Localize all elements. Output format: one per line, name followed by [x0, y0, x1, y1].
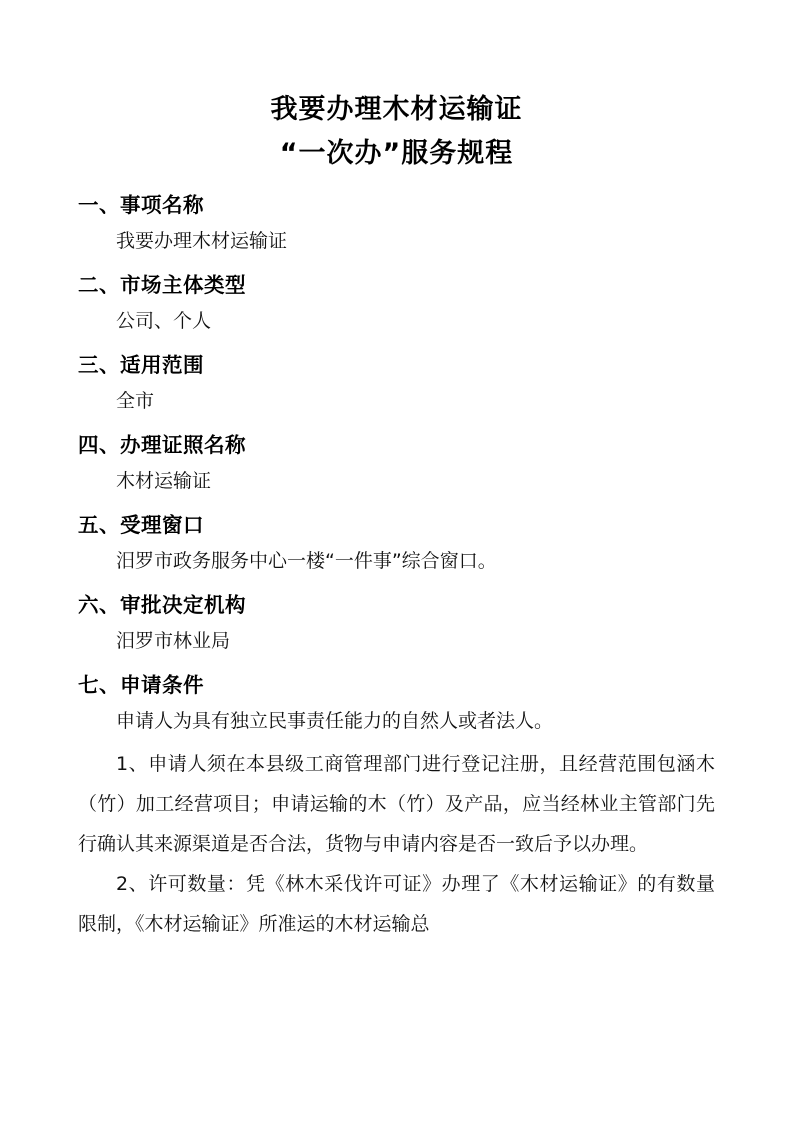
condition-paragraph-1: 1、申请人须在本县级工商管理部门进行登记注册，且经营范围包涵木（竹）加工经营项目；申请运输的木（竹）及产品，应当经林业主管部门先行确认其来源渠道是否合法，货物与申请内容是否一致后予以办理。 — [78, 753, 715, 855]
page-title-line-1: 我要办理木材运输证 — [270, 94, 523, 125]
section-body-line: 申请人为具有独立民事责任能力的自然人或者法人。 — [116, 710, 554, 732]
condition-paragraph-2: 2、许可数量：凭《林木采伐许可证》办理了《木材运输证》的有数量限制，《木材运输证》所准运的木材运输总 — [78, 873, 715, 935]
section-heading: 五、受理窗口 — [78, 513, 204, 537]
section-market-entity-type — [78, 268, 715, 338]
section-body-line: 木材运输证 — [116, 470, 212, 492]
section-heading: 一、事项名称 — [78, 193, 204, 217]
section-heading: 三、适用范围 — [78, 353, 204, 377]
section-approval-authority — [78, 588, 715, 658]
section-body-line: 汨罗市林业局 — [116, 630, 231, 652]
section-certificate-name — [78, 428, 715, 498]
section-body-line: 全市 — [116, 390, 155, 412]
section-acceptance-window — [78, 508, 715, 578]
section-scope — [78, 348, 715, 418]
page-title-line-2: “一次办”服务规程 — [279, 138, 514, 169]
page-title — [78, 88, 715, 176]
section-body-line: 汨罗市政务服务中心一楼“一件事”综合窗口。 — [116, 550, 497, 572]
section-body-line: 我要办理木材运输证 — [116, 230, 288, 252]
section-heading: 六、审批决定机构 — [78, 593, 246, 617]
section-application-conditions — [78, 668, 715, 944]
section-heading: 四、办理证照名称 — [78, 433, 246, 457]
section-body-line: 公司、个人 — [116, 310, 212, 332]
section-item-name — [78, 188, 715, 258]
section-heading: 二、市场主体类型 — [78, 273, 246, 297]
section-heading: 七、申请条件 — [78, 673, 204, 697]
